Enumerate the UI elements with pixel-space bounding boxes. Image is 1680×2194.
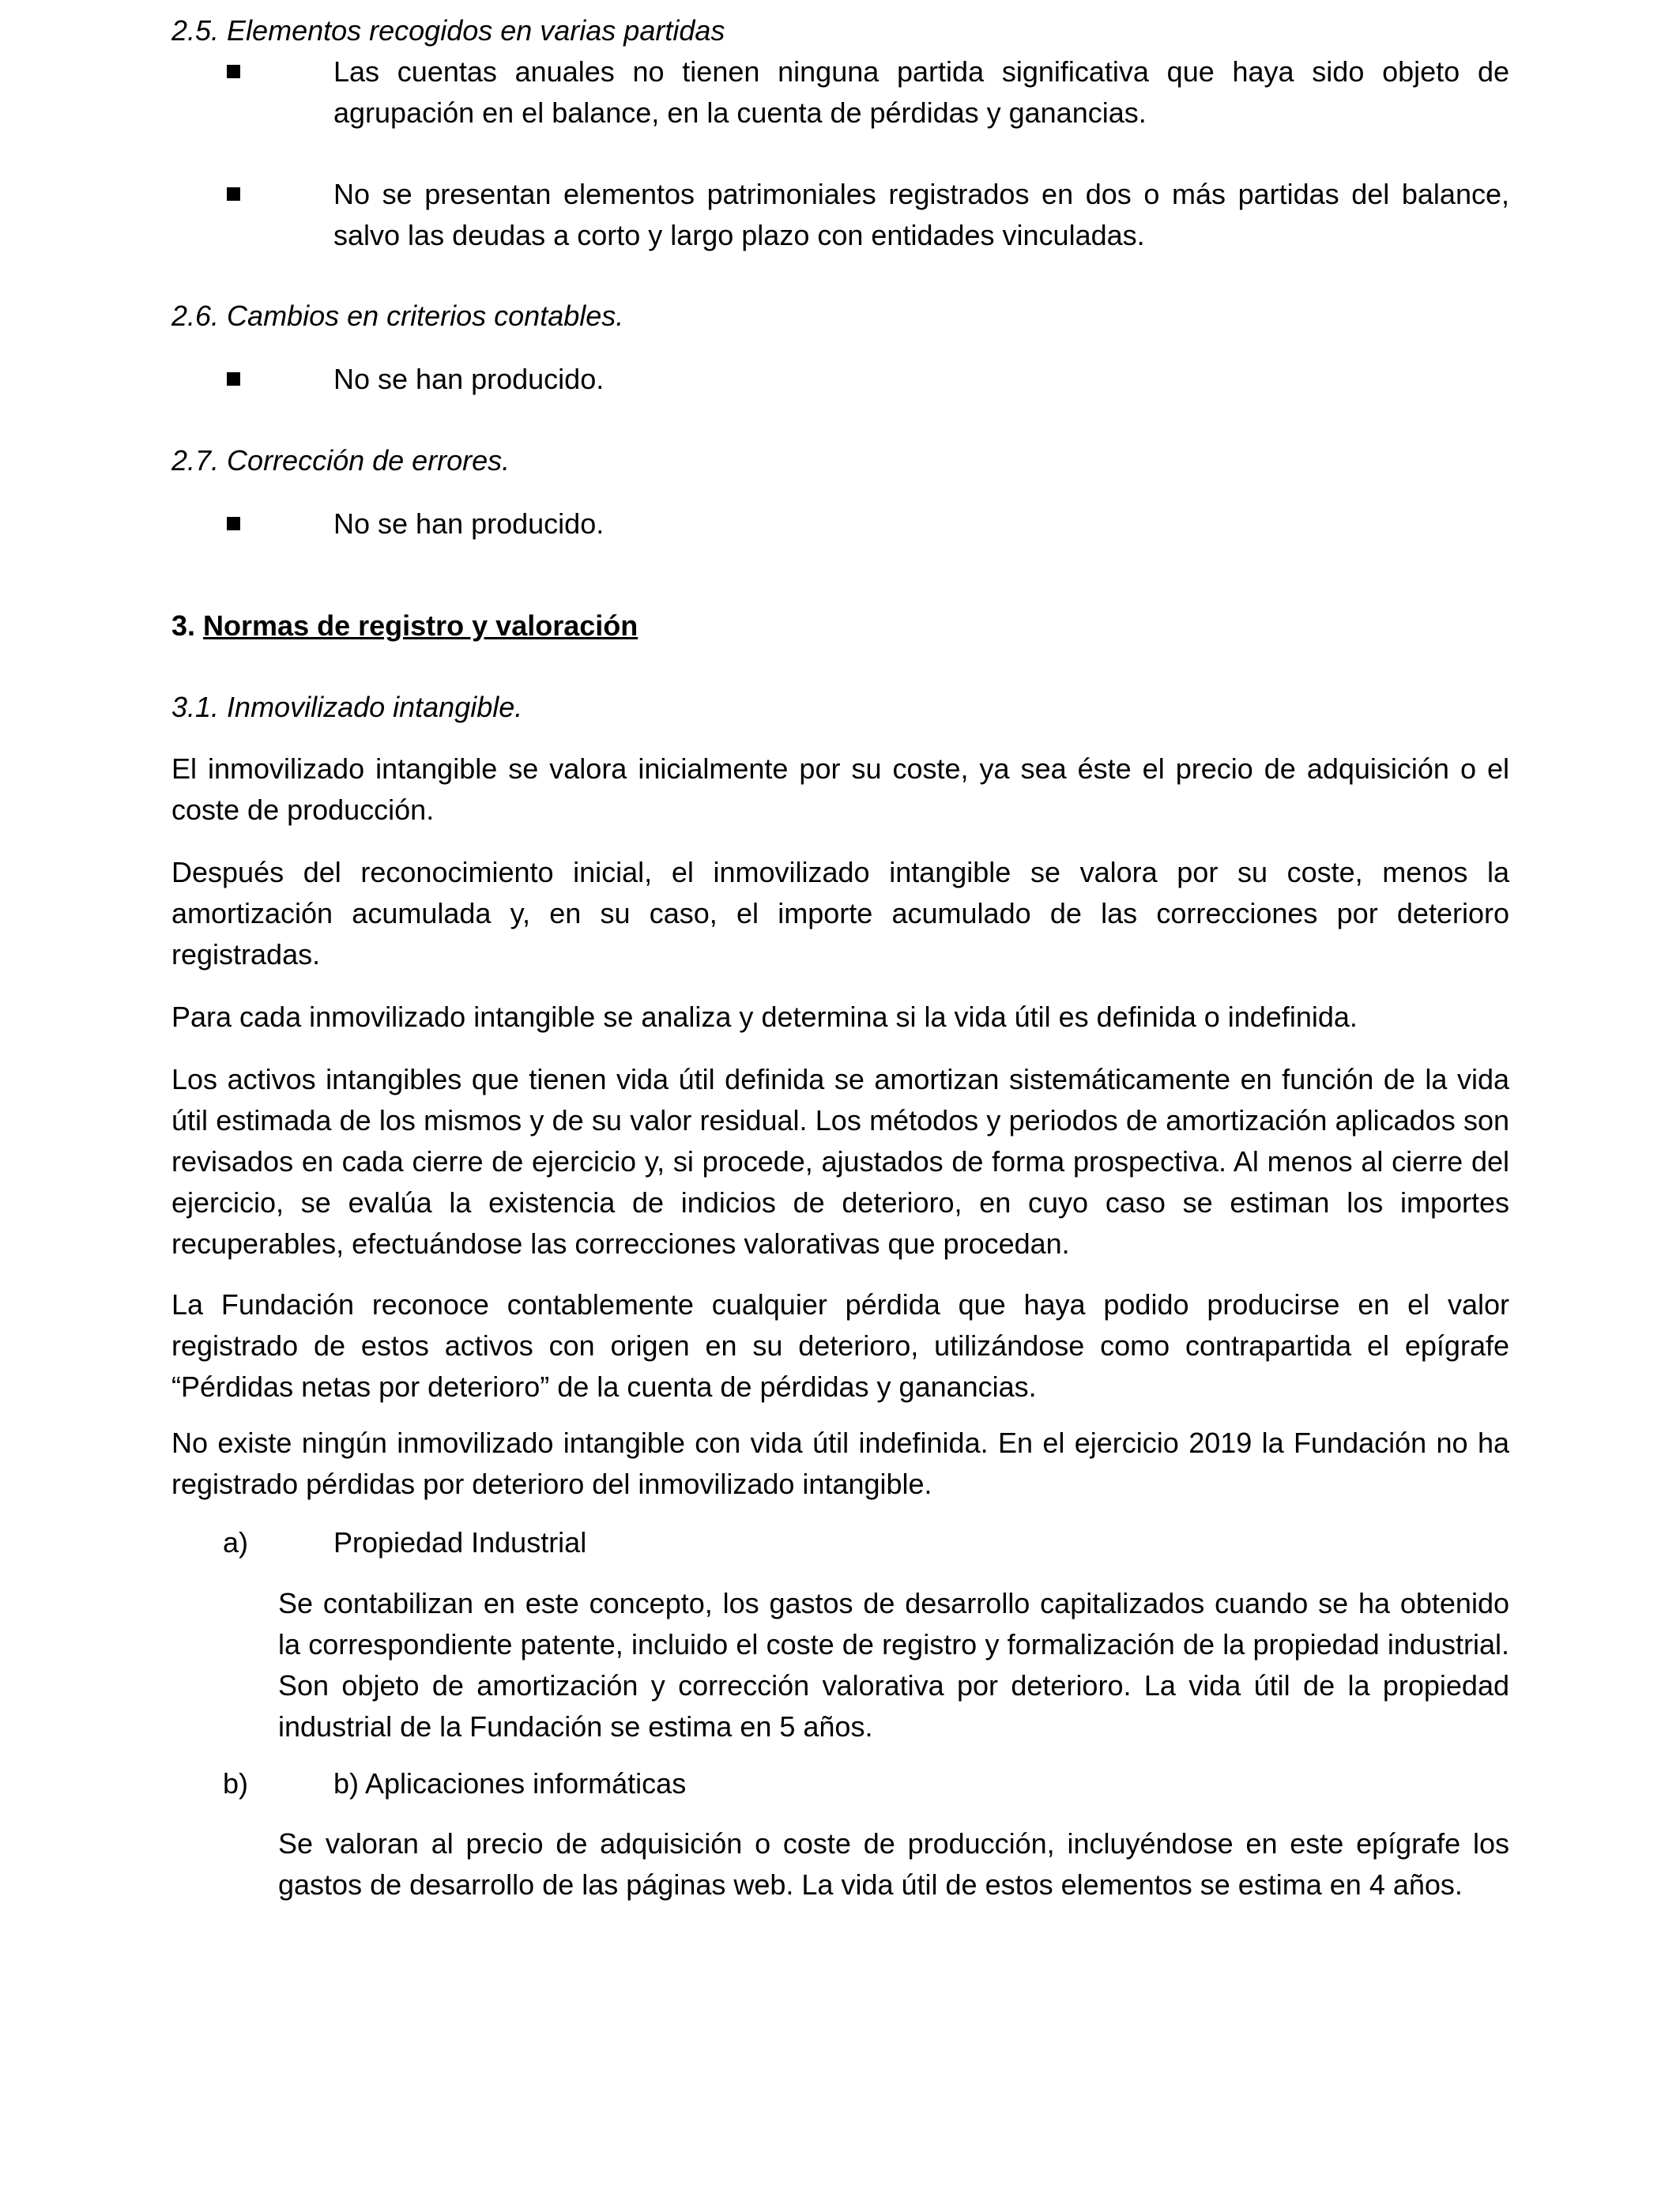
- paragraph: El inmovilizado intangible se valora inicialmente por su coste, ya sea éste el precio de adquisición o el coste de producción.: [171, 752, 1509, 826]
- square-bullet-icon: [227, 372, 240, 386]
- list-item-text: Se contabilizan en este concepto, los gastos de desarrollo capitalizados cuando se ha obtenido la correspondiente patente, incluido el coste de registro y formalización de la propiedad industrial. Son objeto de amortización y corrección valorativa por deterioro. La vida útil de la propiedad industrial de la Fundación se estima en 5 años.: [278, 1587, 1509, 1743]
- list-marker: b): [223, 1767, 249, 1800]
- square-bullet-icon: [227, 517, 240, 530]
- bullet-text: Las cuentas anuales no tienen ninguna partida significativa que haya sido objeto de agrupación en el balance, en la cuenta de pérdidas y ganancias.: [333, 55, 1509, 129]
- heading-2-6: 2.6. Cambios en criterios contables.: [171, 300, 624, 332]
- list-item-text: Se valoran al precio de adquisición o coste de producción, incluyéndose en este epígrafe los gastos de desarrollo de las páginas web. La vida útil de estos elementos se estima en 4 años.: [278, 1827, 1509, 1901]
- paragraph: No existe ningún inmovilizado intangible con vida útil indefinida. En el ejercicio 2019 la Fundación no ha registrado pérdidas por deterioro del inmovilizado intangible.: [171, 1427, 1509, 1500]
- section-number: 3.: [171, 609, 196, 642]
- list-item-label: b) Aplicaciones informáticas: [333, 1767, 687, 1800]
- bullet-text: No se han producido.: [333, 363, 605, 395]
- bullet-item: [227, 174, 1509, 256]
- square-bullet-icon: [227, 65, 240, 78]
- bullet-item: [227, 51, 1509, 134]
- section-3-title: [171, 605, 638, 647]
- list-item-b: [223, 1763, 1509, 1804]
- bullet-text: No se presentan elementos patrimoniales registrados en dos o más partidas del balance, salvo las deudas a corto y largo plazo con entidades vinculadas.: [333, 178, 1509, 251]
- heading-2-7: 2.7. Corrección de errores.: [171, 444, 510, 477]
- paragraph: Después del reconocimiento inicial, el inmovilizado intangible se valora por su coste, menos la amortización acumulada y, en su caso, el importe acumulado de las correcciones por deterioro registradas.: [171, 856, 1509, 971]
- list-marker: a): [223, 1526, 249, 1559]
- paragraph: Para cada inmovilizado intangible se analiza y determina si la vida útil es definida o indefinida.: [171, 1001, 1358, 1033]
- bullet-item: [227, 359, 1509, 400]
- heading-3-1: 3.1. Inmovilizado intangible.: [171, 691, 523, 723]
- list-item-label: Propiedad Industrial: [333, 1526, 587, 1559]
- square-bullet-icon: [227, 187, 240, 201]
- bullet-text: No se han producido.: [333, 507, 605, 540]
- heading-2-5: 2.5. Elementos recogidos en varias partidas: [171, 14, 725, 47]
- paragraph: Los activos intangibles que tienen vida útil definida se amortizan sistemáticamente en función de la vida útil estimada de los mismos y de su valor residual. Los métodos y periodos de amortización aplicados son revisados en cada cierre de ejercicio y, si procede, ajustados de forma prospectiva. Al menos al cierre del ejercicio, se evalúa la existencia de indicios de deterioro, en cuyo caso se estiman los importes recuperables, efectuándose las correcciones valorativas que procedan.: [171, 1063, 1509, 1260]
- list-item-a: [223, 1522, 1509, 1563]
- paragraph: La Fundación reconoce contablemente cualquier pérdida que haya podido producirse en el valor registrado de estos activos con origen en su deterioro, utilizándose como contrapartida el epígrafe “Pérdidas netas por deterioro” de la cuenta de pérdidas y ganancias.: [171, 1288, 1509, 1403]
- bullet-item: [227, 503, 1509, 545]
- section-title-text: Normas de registro y valoración: [203, 609, 638, 642]
